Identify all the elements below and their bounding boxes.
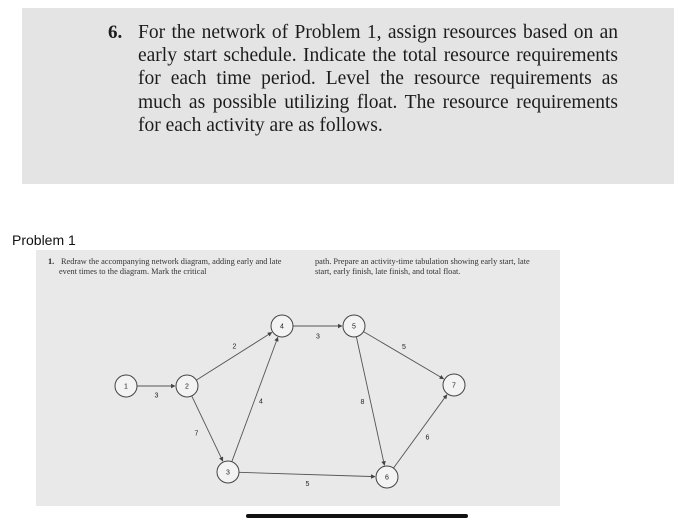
activity-duration-5-6: 8 [360,399,365,406]
activity-arrow-2-3 [192,396,223,461]
problem-text-right: path. Prepare an activity-time tabulation showing early start, late start, early finish, late finish, and total float. [315,257,530,276]
activity-arrow-5-7 [363,332,443,379]
event-node-label-6: 6 [385,474,389,482]
event-node-label-1: 1 [124,383,128,391]
problem-label: Problem 1 [12,232,76,248]
event-node-label-3: 3 [226,469,230,477]
activity-arrow-6-7 [393,395,446,468]
activity-duration-5-7: 5 [402,344,406,351]
network-diagram [36,250,560,506]
activity-duration-6-7: 6 [425,434,430,442]
event-node-label-2: 2 [185,383,189,391]
activity-duration-1-2: 3 [154,392,159,400]
activity-duration-4-5: 3 [316,333,320,341]
activity-duration-3-4: 4 [259,398,263,406]
activity-duration-3-6: 5 [305,481,310,488]
question-number: 6. [108,22,123,43]
event-node-label-7: 7 [452,382,456,390]
home-indicator[interactable] [246,514,468,518]
question-panel [22,8,674,184]
activity-arrow-3-6 [239,472,375,476]
activity-duration-2-3: 7 [194,430,199,438]
problem-panel [36,250,560,506]
event-node-label-5: 5 [352,323,356,331]
activity-arrow-3-4 [232,337,278,461]
question-text: For the network of Problem 1, assign resources based on an early start schedule. Indicate the total resource requirements for each time period. Level the resource requirements as much as possible utilizing float. The resource requirements for each activity are as follows. [138,22,618,136]
event-node-label-4: 4 [280,323,284,331]
activity-arrow-2-4 [196,332,272,380]
problem-number: 1. [48,257,55,266]
problem-text-left: Redraw the accompanying network diagram, adding early and late event times to the diagram. Mark the critical [59,257,282,276]
activity-duration-2-4: 2 [232,343,237,351]
